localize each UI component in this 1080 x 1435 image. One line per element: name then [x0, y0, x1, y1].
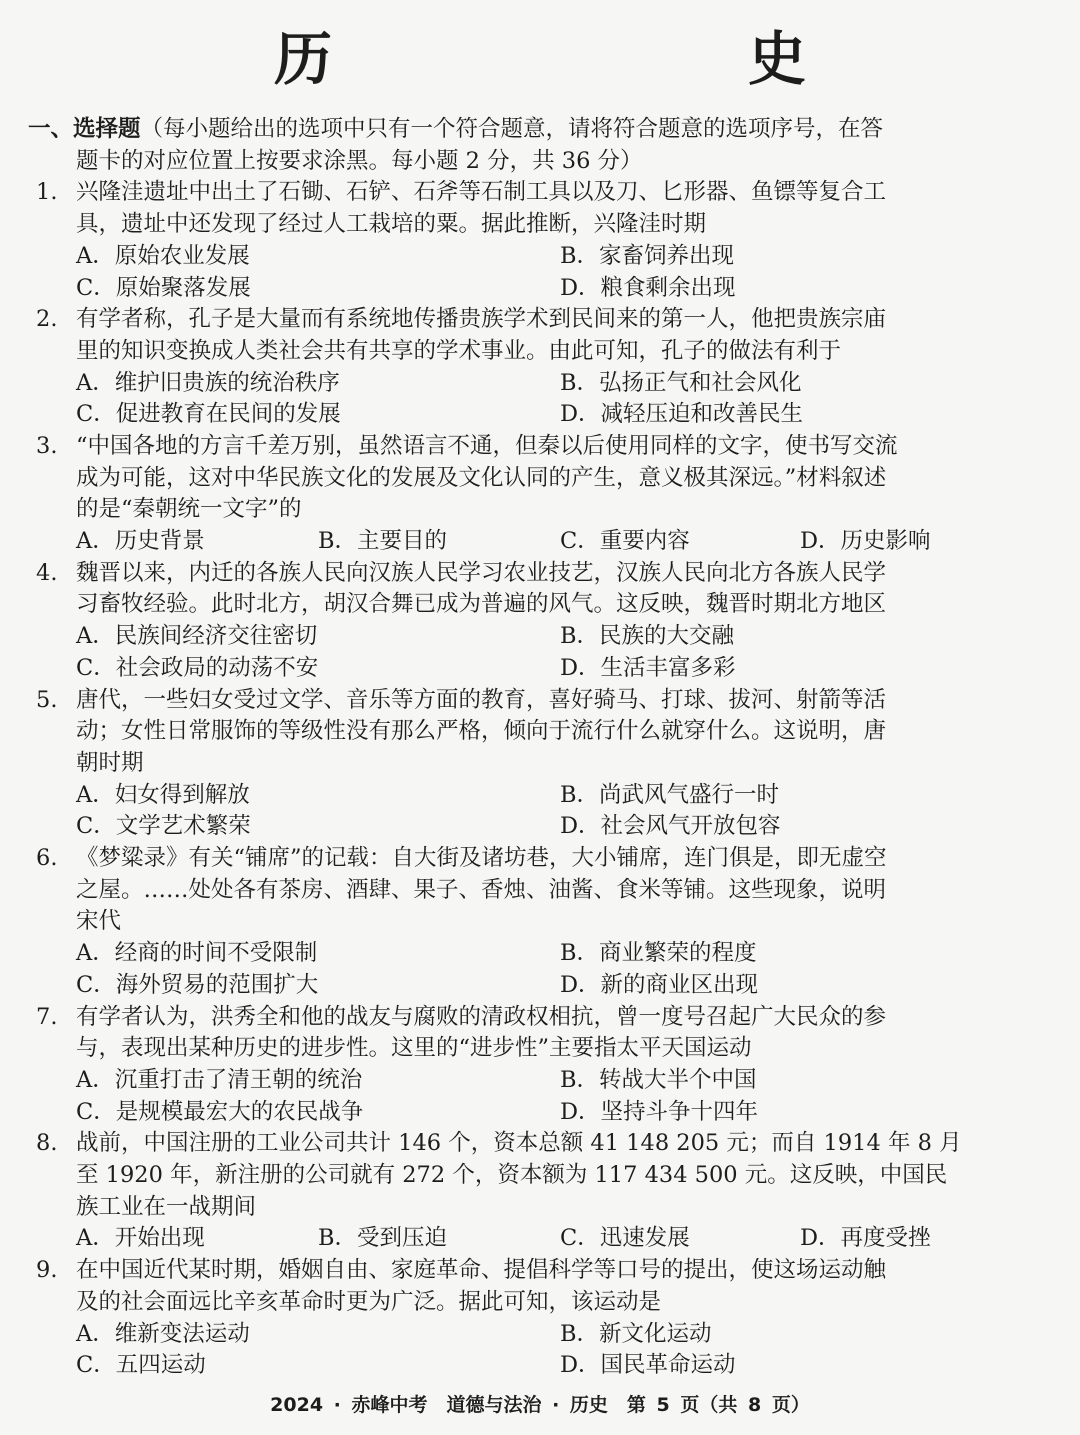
option-d[interactable]: D．生活丰富多彩 — [560, 654, 736, 681]
option-c[interactable]: C．社会政局的动荡不安 — [76, 654, 319, 681]
option-c[interactable]: C．海外贸易的范围扩大 — [76, 971, 319, 998]
question-stem-line: 在中国近代某时期，婚姻自由、家庭革命、提倡科学等口号的提出，使这场运动触 — [76, 1257, 887, 1284]
options-row — [28, 938, 958, 970]
option-a[interactable]: A．开始出现 — [76, 1225, 205, 1252]
option-b[interactable]: B．新文化运动 — [560, 1320, 712, 1347]
question-stem-line: 朝时期 — [76, 749, 144, 776]
question-stem-line: 兴隆洼遗址中出土了石锄、石铲、石斧等石制工具以及刀、匕形器、鱼镖等复合工 — [76, 179, 887, 206]
option-c[interactable]: C．迅速发展 — [560, 1225, 690, 1252]
option-b[interactable]: B．家畜饲养出现 — [560, 242, 735, 269]
question-8 — [28, 1128, 962, 1255]
question-4 — [28, 558, 958, 685]
question-9 — [28, 1255, 958, 1382]
question-2 — [28, 304, 958, 431]
option-a[interactable]: A．民族间经济交往密切 — [76, 623, 318, 650]
option-d[interactable]: D．再度受挫 — [800, 1225, 931, 1252]
options-row — [28, 399, 958, 431]
options-row — [28, 1065, 958, 1097]
question-stem-line: “中国各地的方言千差万别，虽然语言不通，但秦以后使用同样的文字，使书写交流 — [76, 432, 898, 459]
question-number: 1. — [36, 179, 58, 206]
question-stem-line: 有学者称，孔子是大量而有系统地传播贵族学术到民间来的第一人，他把贵族宗庙 — [76, 306, 887, 333]
question-number: 9. — [36, 1257, 58, 1284]
options-row — [28, 621, 958, 653]
question-stem-line: 《梦粱录》有关“铺席”的记载：自大街及诸坊巷，大小铺席，连门俱是，即无虚空 — [76, 845, 887, 872]
question-stem-line: 魏晋以来，内迁的各族人民向汉族人民学习农业技艺，汉族人民向北方各族人民学 — [76, 559, 887, 586]
question-stem-line: 具，遗址中还发现了经过人工栽培的粟。据此推断，兴隆洼时期 — [76, 211, 707, 238]
section-instructions-line-1: （每小题给出的选项中只有一个符合题意，请将符合题意的选项序号，在答 — [140, 116, 884, 142]
question-3 — [28, 431, 958, 558]
question-stem-line: 宋代 — [76, 908, 122, 935]
question-number: 8. — [36, 1130, 58, 1157]
option-d[interactable]: D．社会风气开放包容 — [560, 813, 781, 840]
option-b[interactable]: B．商业繁荣的程度 — [560, 940, 757, 967]
question-stem-line: 里的知识变换成人类社会共有共享的学术事业。由此可知，孔子的做法有利于 — [76, 337, 842, 364]
options-row — [28, 526, 958, 558]
options-row — [28, 1350, 958, 1382]
option-a[interactable]: A．沉重打击了清王朝的统治 — [76, 1066, 363, 1093]
question-number: 7. — [36, 1003, 58, 1030]
question-number: 2. — [36, 306, 58, 333]
options-row — [28, 1319, 958, 1351]
option-d[interactable]: D．国民革命运动 — [560, 1352, 736, 1379]
question-number: 3. — [36, 432, 58, 459]
question-stem-line: 习畜牧经验。此时北方，胡汉合舞已成为普遍的风气。这反映，魏晋时期北方地区 — [76, 591, 887, 618]
option-c[interactable]: C．五四运动 — [76, 1352, 206, 1379]
options-row — [28, 1223, 958, 1255]
option-b[interactable]: B．受到压迫 — [318, 1225, 448, 1252]
option-d[interactable]: D．粮食剩余出现 — [560, 274, 736, 301]
options-row — [28, 970, 958, 1002]
option-a[interactable]: A．妇女得到解放 — [76, 781, 250, 808]
question-stem-line: 的是“秦朝统一文字”的 — [76, 496, 302, 523]
option-d[interactable]: D．历史影响 — [800, 528, 931, 555]
option-a[interactable]: A．经商的时间不受限制 — [76, 940, 318, 967]
option-d[interactable]: D．坚持斗争十四年 — [560, 1098, 759, 1125]
option-a[interactable]: A．维新变法运动 — [76, 1320, 250, 1347]
question-stem-line: 与，表现出某种历史的进步性。这里的“进步性”主要指太平天国运动 — [76, 1035, 752, 1062]
options-row — [28, 241, 958, 273]
option-d[interactable]: D．新的商业区出现 — [560, 971, 759, 998]
option-b[interactable]: B．弘扬正气和社会风化 — [560, 369, 802, 396]
question-stem-line: 族工业在一战期间 — [76, 1193, 257, 1220]
question-5 — [28, 685, 958, 843]
question-6 — [28, 843, 958, 1001]
option-d[interactable]: D．减轻压迫和改善民生 — [560, 401, 804, 428]
question-stem-line: 有学者认为，洪秀全和他的战友与腐败的清政权相抗，曾一度号召起广大民众的参 — [76, 1003, 887, 1030]
question-7 — [28, 1002, 958, 1129]
question-stem-line: 动；女性日常服饰的等级性没有那么严格，倾向于流行什么就穿什么。这说明，唐 — [76, 718, 887, 745]
option-c[interactable]: C．原始聚落发展 — [76, 274, 251, 301]
section-instructions-line-2: 题卡的对应位置上按要求涂黑。每小题 2 分，共 36 分） — [76, 147, 643, 174]
options-row — [28, 273, 958, 305]
options-row — [28, 653, 958, 685]
options-row — [28, 811, 958, 843]
question-number: 5. — [36, 686, 58, 713]
option-c[interactable]: C．重要内容 — [560, 528, 690, 555]
question-stem-line: 战前，中国注册的工业公司共计 146 个，资本总额 41 148 205 元；而自 1914 年 8 月 — [76, 1130, 962, 1157]
question-stem-line: 至 1920 年，新注册的公司就有 272 个，资本额为 117 434 500 元。这反映，中国民 — [76, 1162, 948, 1188]
option-b[interactable]: B．民族的大交融 — [560, 623, 735, 650]
option-a[interactable]: A．维护旧贵族的统治秩序 — [76, 369, 340, 396]
option-c[interactable]: C．是规模最宏大的农民战争 — [76, 1098, 364, 1125]
option-c[interactable]: C．促进教育在民间的发展 — [76, 401, 341, 428]
option-a[interactable]: A．历史背景 — [76, 528, 205, 555]
option-b[interactable]: B．主要目的 — [318, 528, 448, 555]
options-row — [28, 1097, 958, 1129]
question-stem-line: 之屋。……处处各有茶房、酒肆、果子、香烛、油酱、食米等铺。这些现象，说明 — [76, 876, 887, 903]
question-stem-line: 唐代，一些妇女受过文学、音乐等方面的教育，喜好骑马、打球、拔河、射箭等活 — [76, 686, 887, 713]
section-header — [28, 114, 958, 177]
option-c[interactable]: C．文学艺术繁荣 — [76, 813, 251, 840]
question-1 — [28, 177, 958, 304]
option-a[interactable]: A．原始农业发展 — [76, 242, 250, 269]
page-title: 历 史 — [273, 25, 906, 93]
page-footer: 2024 · 赤峰中考 道德与法治 · 历史 第 5 页（共 8 页） — [270, 1394, 810, 1416]
option-b[interactable]: B．转战大半个中国 — [560, 1066, 757, 1093]
question-number: 4. — [36, 559, 58, 586]
question-number: 6. — [36, 845, 58, 872]
question-stem-line: 及的社会面远比辛亥革命时更为广泛。据此可知，该运动是 — [76, 1288, 662, 1315]
option-b[interactable]: B．尚武风气盛行一时 — [560, 781, 780, 808]
section-label: 一、选择题 — [28, 116, 141, 142]
question-stem-line: 成为可能，这对中华民族文化的发展及文化认同的产生，意义极其深远。”材料叙述 — [76, 464, 887, 491]
question-list — [28, 114, 962, 1382]
options-row — [28, 368, 958, 400]
options-row — [28, 780, 958, 812]
